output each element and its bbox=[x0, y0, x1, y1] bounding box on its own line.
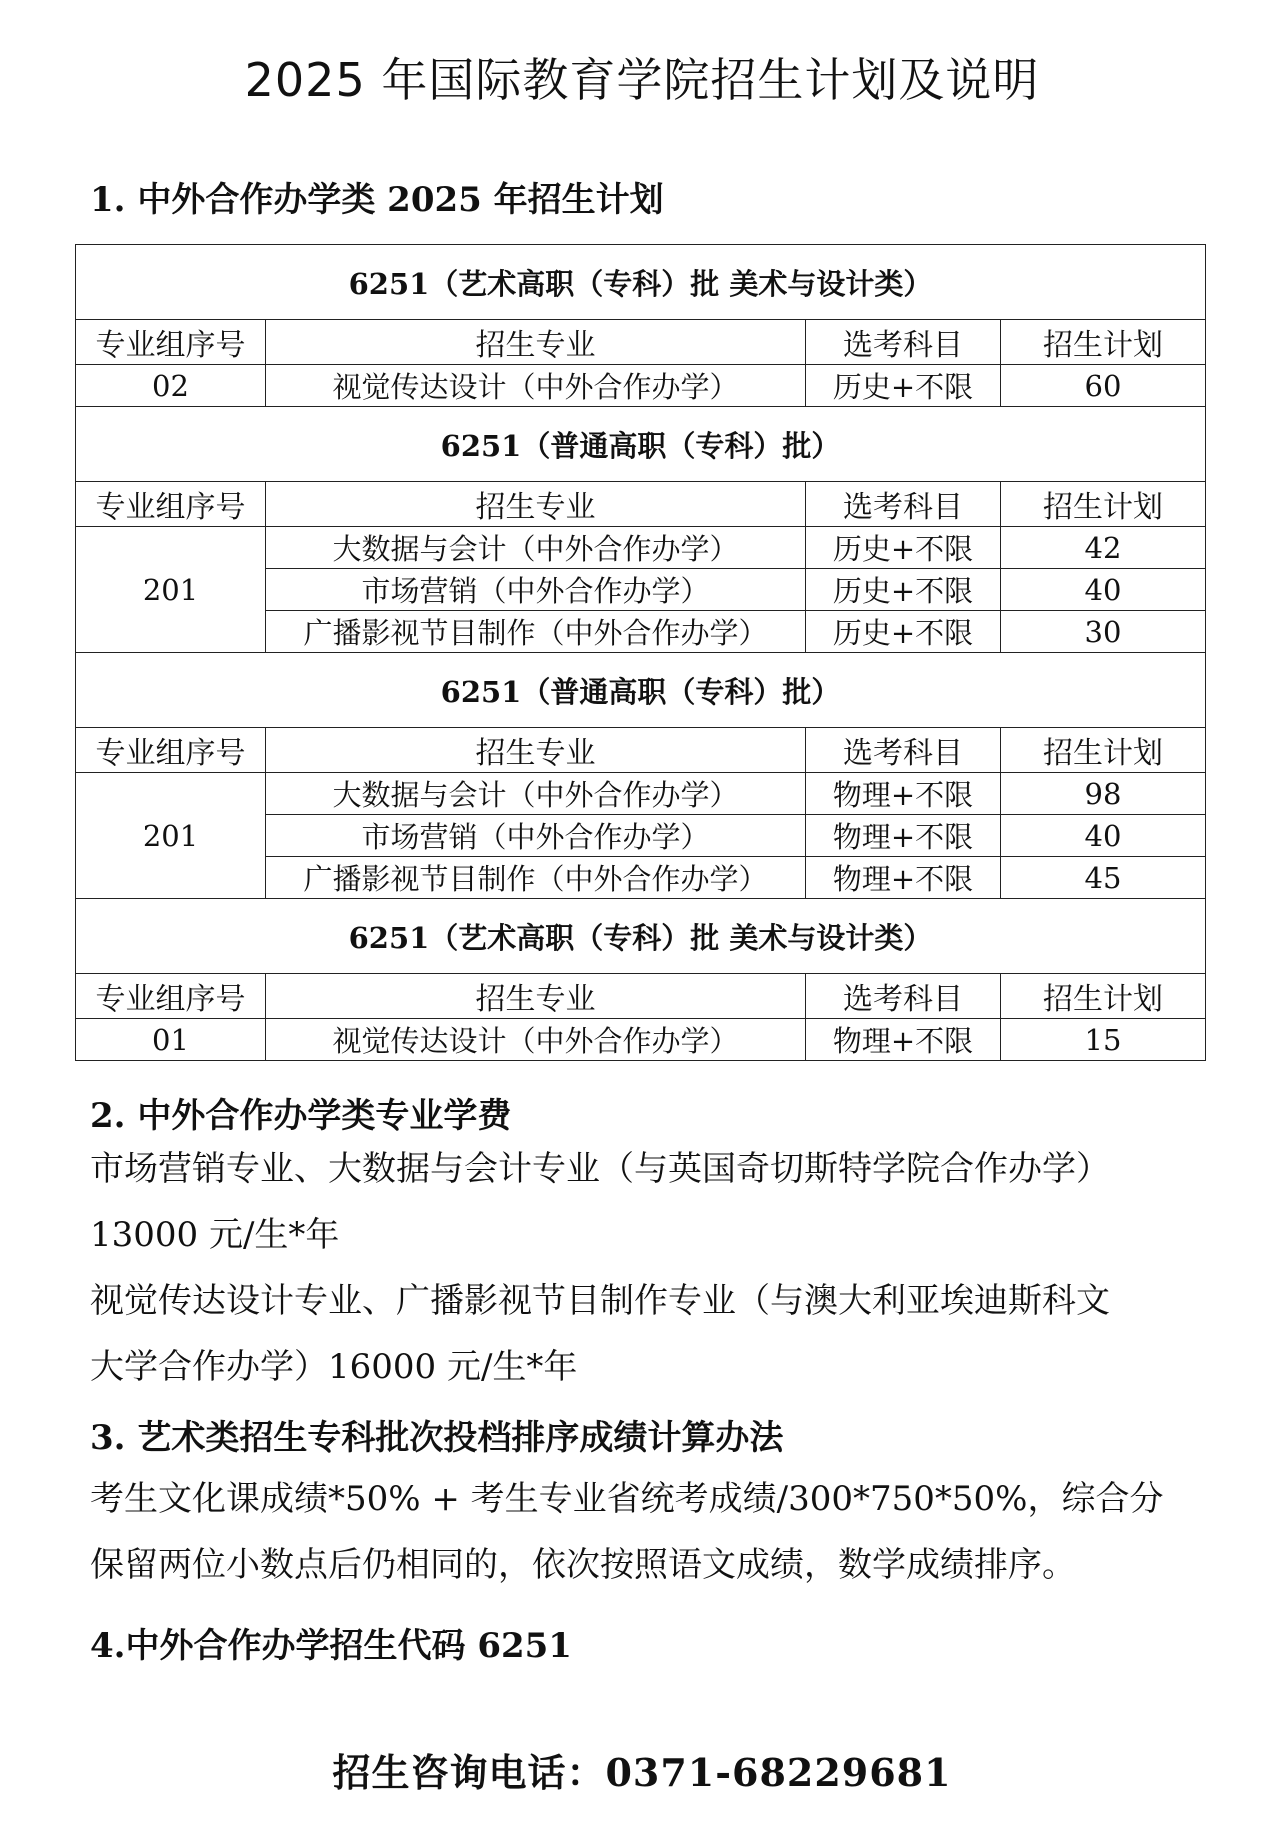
plan-count: 40 bbox=[1001, 815, 1206, 857]
batch-band-row bbox=[76, 407, 1206, 482]
header-subjects: 选考科目 bbox=[806, 482, 1001, 527]
page-title: 2025 年国际教育学院招生计划及说明 bbox=[244, 53, 1040, 107]
column-header-row bbox=[76, 728, 1206, 773]
plan-count: 98 bbox=[1001, 773, 1206, 815]
tuition-line: 13000 元/生*年 bbox=[90, 1215, 340, 1255]
plan-count: 60 bbox=[1001, 365, 1206, 407]
group-number: 02 bbox=[76, 365, 266, 407]
major-name: 大数据与会计（中外合作办学） bbox=[266, 527, 806, 569]
header-major: 招生专业 bbox=[266, 974, 806, 1019]
header-subjects: 选考科目 bbox=[806, 320, 1001, 365]
enrollment-plan-table bbox=[75, 244, 1206, 1061]
plan-count: 15 bbox=[1001, 1019, 1206, 1061]
plan-count: 45 bbox=[1001, 857, 1206, 899]
plan-count: 42 bbox=[1001, 527, 1206, 569]
contact-phone-number: 0371-68229681 bbox=[605, 1750, 952, 1795]
major-name: 广播影视节目制作（中外合作办学） bbox=[266, 857, 806, 899]
group-number: 01 bbox=[76, 1019, 266, 1061]
batch-band-row bbox=[76, 653, 1206, 728]
plan-count: 40 bbox=[1001, 569, 1206, 611]
table-row bbox=[76, 773, 1206, 815]
section-1-heading: 1. 中外合作办学类 2025 年招生计划 bbox=[90, 180, 664, 220]
batch-band: 6251（艺术高职（专科）批 美术与设计类） bbox=[76, 899, 1206, 974]
column-header-row bbox=[76, 320, 1206, 365]
tuition-line: 大学合作办学）16000 元/生*年 bbox=[90, 1347, 578, 1387]
plan-count: 30 bbox=[1001, 611, 1206, 653]
major-name: 视觉传达设计（中外合作办学） bbox=[266, 365, 806, 407]
header-plan: 招生计划 bbox=[1001, 728, 1206, 773]
column-header-row bbox=[76, 974, 1206, 1019]
score-rule-line: 保留两位小数点后仍相同的，依次按照语文成绩，数学成绩排序。 bbox=[90, 1545, 1076, 1585]
contact-phone-label: 招生咨询电话： bbox=[332, 1750, 606, 1795]
section-2-text bbox=[90, 1136, 1110, 1400]
header-major: 招生专业 bbox=[266, 482, 806, 527]
group-number: 201 bbox=[76, 773, 266, 899]
major-name: 大数据与会计（中外合作办学） bbox=[266, 773, 806, 815]
table-row bbox=[76, 365, 1206, 407]
elective-subjects: 物理+不限 bbox=[806, 773, 1001, 815]
header-plan: 招生计划 bbox=[1001, 320, 1206, 365]
table-row bbox=[76, 1019, 1206, 1061]
score-rule-line: 考生文化课成绩*50% + 考生专业省统考成绩/300*750*50%，综合分 bbox=[90, 1479, 1164, 1519]
elective-subjects: 物理+不限 bbox=[806, 1019, 1001, 1061]
section-3-heading: 3. 艺术类招生专科批次投档排序成绩计算办法 bbox=[90, 1418, 784, 1458]
header-group-no: 专业组序号 bbox=[76, 482, 266, 527]
elective-subjects: 历史+不限 bbox=[806, 569, 1001, 611]
batch-band: 6251（普通高职（专科）批） bbox=[76, 653, 1206, 728]
major-name: 广播影视节目制作（中外合作办学） bbox=[266, 611, 806, 653]
batch-band: 6251（普通高职（专科）批） bbox=[76, 407, 1206, 482]
header-subjects: 选考科目 bbox=[806, 974, 1001, 1019]
header-plan: 招生计划 bbox=[1001, 482, 1206, 527]
section-4-heading: 4.中外合作办学招生代码 6251 bbox=[90, 1626, 572, 1666]
batch-band-row bbox=[76, 899, 1206, 974]
elective-subjects: 历史+不限 bbox=[806, 527, 1001, 569]
elective-subjects: 历史+不限 bbox=[806, 365, 1001, 407]
elective-subjects: 历史+不限 bbox=[806, 611, 1001, 653]
elective-subjects: 物理+不限 bbox=[806, 815, 1001, 857]
group-number: 201 bbox=[76, 527, 266, 653]
section-2-heading: 2. 中外合作办学类专业学费 bbox=[90, 1096, 512, 1136]
major-name: 市场营销（中外合作办学） bbox=[266, 569, 806, 611]
tuition-line: 市场营销专业、大数据与会计专业（与英国奇切斯特学院合作办学） bbox=[90, 1149, 1110, 1189]
column-header-row bbox=[76, 482, 1206, 527]
batch-band: 6251（艺术高职（专科）批 美术与设计类） bbox=[76, 245, 1206, 320]
contact-phone bbox=[0, 1742, 1284, 1797]
header-major: 招生专业 bbox=[266, 728, 806, 773]
batch-band-row bbox=[76, 245, 1206, 320]
header-subjects: 选考科目 bbox=[806, 728, 1001, 773]
header-group-no: 专业组序号 bbox=[76, 320, 266, 365]
elective-subjects: 物理+不限 bbox=[806, 857, 1001, 899]
enrollment-plan-body bbox=[76, 245, 1206, 1061]
header-group-no: 专业组序号 bbox=[76, 974, 266, 1019]
header-plan: 招生计划 bbox=[1001, 974, 1206, 1019]
header-group-no: 专业组序号 bbox=[76, 728, 266, 773]
tuition-line: 视觉传达设计专业、广播影视节目制作专业（与澳大利亚埃迪斯科文 bbox=[90, 1281, 1110, 1321]
section-3-text bbox=[90, 1466, 1164, 1598]
header-major: 招生专业 bbox=[266, 320, 806, 365]
major-name: 市场营销（中外合作办学） bbox=[266, 815, 806, 857]
major-name: 视觉传达设计（中外合作办学） bbox=[266, 1019, 806, 1061]
table-row bbox=[76, 527, 1206, 569]
